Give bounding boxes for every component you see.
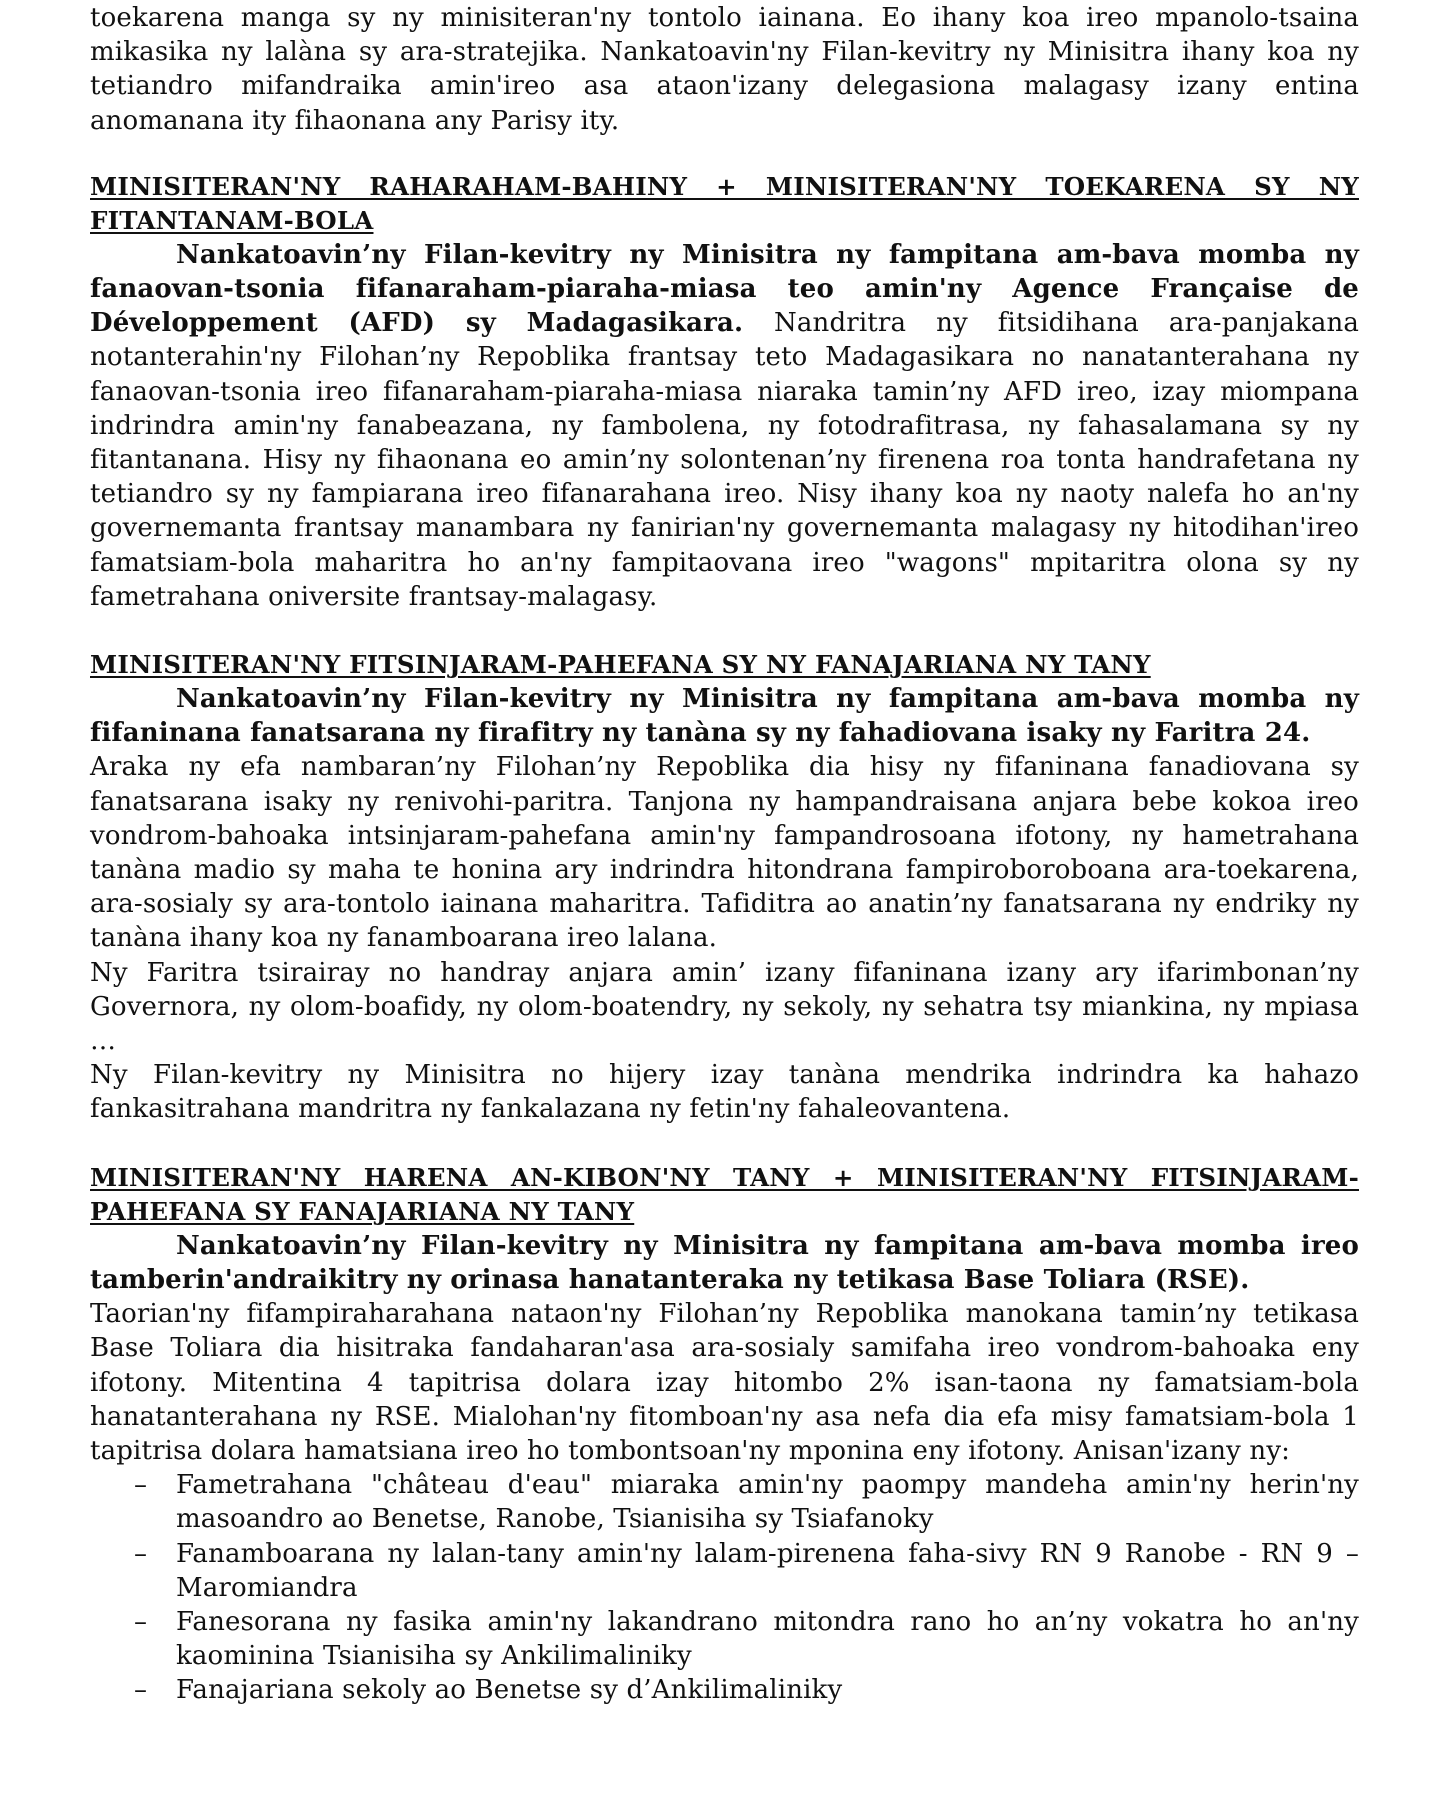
body-paragraph: Ny Faritra tsirairay no handray anjara amin’ izany fifaninana izany ary ifarimbonan’ny Governora, ny olom-boafidy, ny olom-boatendry, ny sekoly, ny sehatra tsy miankina, ny mpiasa … [90,957,1359,1057]
section-lead-paragraph [90,238,1359,614]
section-heading: MINISITERAN'NY FITSINJARAM-PAHEFANA SY NY FANAJARIANA NY TANY [90,650,1151,680]
section-lead-paragraph [90,682,1359,750]
list-item [90,1537,1359,1605]
list-item-text: Fametrahana "château d'eau" miaraka amin'ny paompy mandeha amin'ny herin'ny masoandro ao Benetse, Ranobe, Tsianisiha sy Tsiafanoky [176,1470,1359,1535]
list-item-text: Fanajariana sekoly ao Benetse sy d’Ankilimaliniky [176,1675,843,1706]
list-item-text: Fanamboarana ny lalan-tany amin'ny lalam-pirenena faha-sivy RN 9 Ranobe - RN 9 – Maromiandra [176,1538,1359,1603]
body-paragraph: Ny Filan-kevitry ny Minisitra no hijery izay tanàna mendrika indrindra ka hahazo fankasitrahana mandritra ny fankalazana ny fetin'ny fahaleovantena. [90,1060,1359,1125]
body-paragraph: Taorian'ny fifampiraharahana nataon'ny Filohan’ny Repoblika manokana tamin’ny tetikasa Base Toliara dia hisitraka fandaharan'asa ara-sosialy samifaha ireo vondrom-bahoaka eny ifotony. Mitentina 4 tapitrisa dolara izay hitombo 2% isan-taona ny famatsiam-bola hanatanterahana ny RSE. Mialohan'ny fitomboan'ny asa nefa dia efa misy famatsiam-bola 1 tapitrisa dolara hamatsiana ireo ho tombontsoan'ny mponina eny ifotony. Anisan'izany ny: [90,1299,1359,1466]
list-item [90,1468,1359,1536]
spacer [90,138,1359,172]
list-item [90,1605,1359,1673]
section-heading: MINISITERAN'NY RAHARAHAM-BAHINY + MINISITERAN'NY TOEKARENA SY NY FITANTANAM-BOLA [90,171,1359,235]
list-item [90,1673,1359,1707]
document-body [90,1,1359,1708]
spacer [90,1127,1359,1161]
section-decentralization [90,648,1359,1127]
dash-marker: – [134,1606,148,1637]
dash-marker: – [134,1538,148,1569]
document-page [0,1,1448,1798]
lead-text: Nankatoavin’ny Filan-kevitry ny Minisitra ny fampitana am-bava momba ireo tamberin'andraikitry ny orinasa hanatanteraka ny tetikasa Base Toliara (RSE). [90,1230,1359,1295]
project-list [90,1468,1359,1707]
section-mines-decentralization [90,1161,1359,1708]
section-foreign-affairs-economy [90,170,1359,614]
spacer [90,614,1359,648]
dash-marker: – [134,1675,148,1706]
body-text: Nandritra ny fitsidihana ara-panjakana notanterahin'ny Filohan’ny Repoblika frantsay teto Madagasikara no nanatanterahana ny fanaovan-tsonia ireo fifanaraham-piaraha-miasa niaraka tamin’ny AFD ireo, izay miompana indrindra amin'ny fanabeazana, ny fambolena, ny fotodrafitrasa, ny fahasalamana sy ny fitantanana. Hisy ny fihaonana eo amin’ny solontenan’ny firenena roa tonta handrafetana ny tetiandro sy ny fampiarana ireo fifanarahana ireo. Nisy ihany koa ny naoty nalefa ho an'ny governemanta frantsay manambara ny fanirian'ny governemanta malagasy ny hitodihan'ireo famatsiam-bola maharitra ho an'ny fampitaovana ireo "wagons" mpitaritra olona sy ny fametrahana oniversite frantsay-malagasy. [90,308,1360,612]
body-paragraph: Araka ny efa nambaran’ny Filohan’ny Repoblika dia hisy ny fifaninana fanadiovana sy fanatsarana isaky ny renivohi-paritra. Tanjona ny hampandraisana anjara bebe kokoa ireo vondrom-bahoaka intsinjaram-pahefana amin'ny fampandrosoana ifotony, ny hametrahana tanàna madio sy maha te honina ary indrindra hitondrana fampiroboroboana ara-toekarena, ara-sosialy sy ara-tontolo iainana maharitra. Tafiditra ao anatin’ny fanatsarana ny endriky ny tanàna ihany koa ny fanamboarana ireo lalana. [90,752,1359,954]
lead-text: Nankatoavin’ny Filan-kevitry ny Minisitra ny fampitana am-bava momba ny fanaovan-tsonia fifanaraham-piaraha-miasa teo amin'ny Agence Française de Développement (AFD) sy Madagasikara. [90,239,1359,339]
section-lead-paragraph [90,1229,1359,1297]
intro-paragraph: toekarena manga sy ny minisiteran'ny tontolo iainana. Eo ihany koa ireo mpanolo-tsaina mikasika ny lalàna sy ara-stratejika. Nankatoavin'ny Filan-kevitry ny Minisitra ihany koa ny tetiandro mifandraika amin'ireo asa ataon'izany delegasiona malagasy izany entina anomanana ity fihaonana any Parisy ity. [90,3,1359,136]
dash-marker: – [134,1470,148,1501]
lead-text: Nankatoavin’ny Filan-kevitry ny Minisitra ny fampitana am-bava momba ny fifaninana fanatsarana ny firafitry ny tanàna sy ny fahadiovana isaky ny Faritra 24. [90,684,1359,749]
list-item-text: Fanesorana ny fasika amin'ny lakandrano mitondra rano ho an’ny vokatra ho an'ny kaominina Tsianisiha sy Ankilimaliniky [176,1606,1359,1672]
section-heading: MINISITERAN'NY HARENA AN-KIBON'NY TANY + MINISITERAN'NY FITSINJARAM-PAHEFANA SY FANAJARIANA NY TANY [90,1162,1359,1226]
